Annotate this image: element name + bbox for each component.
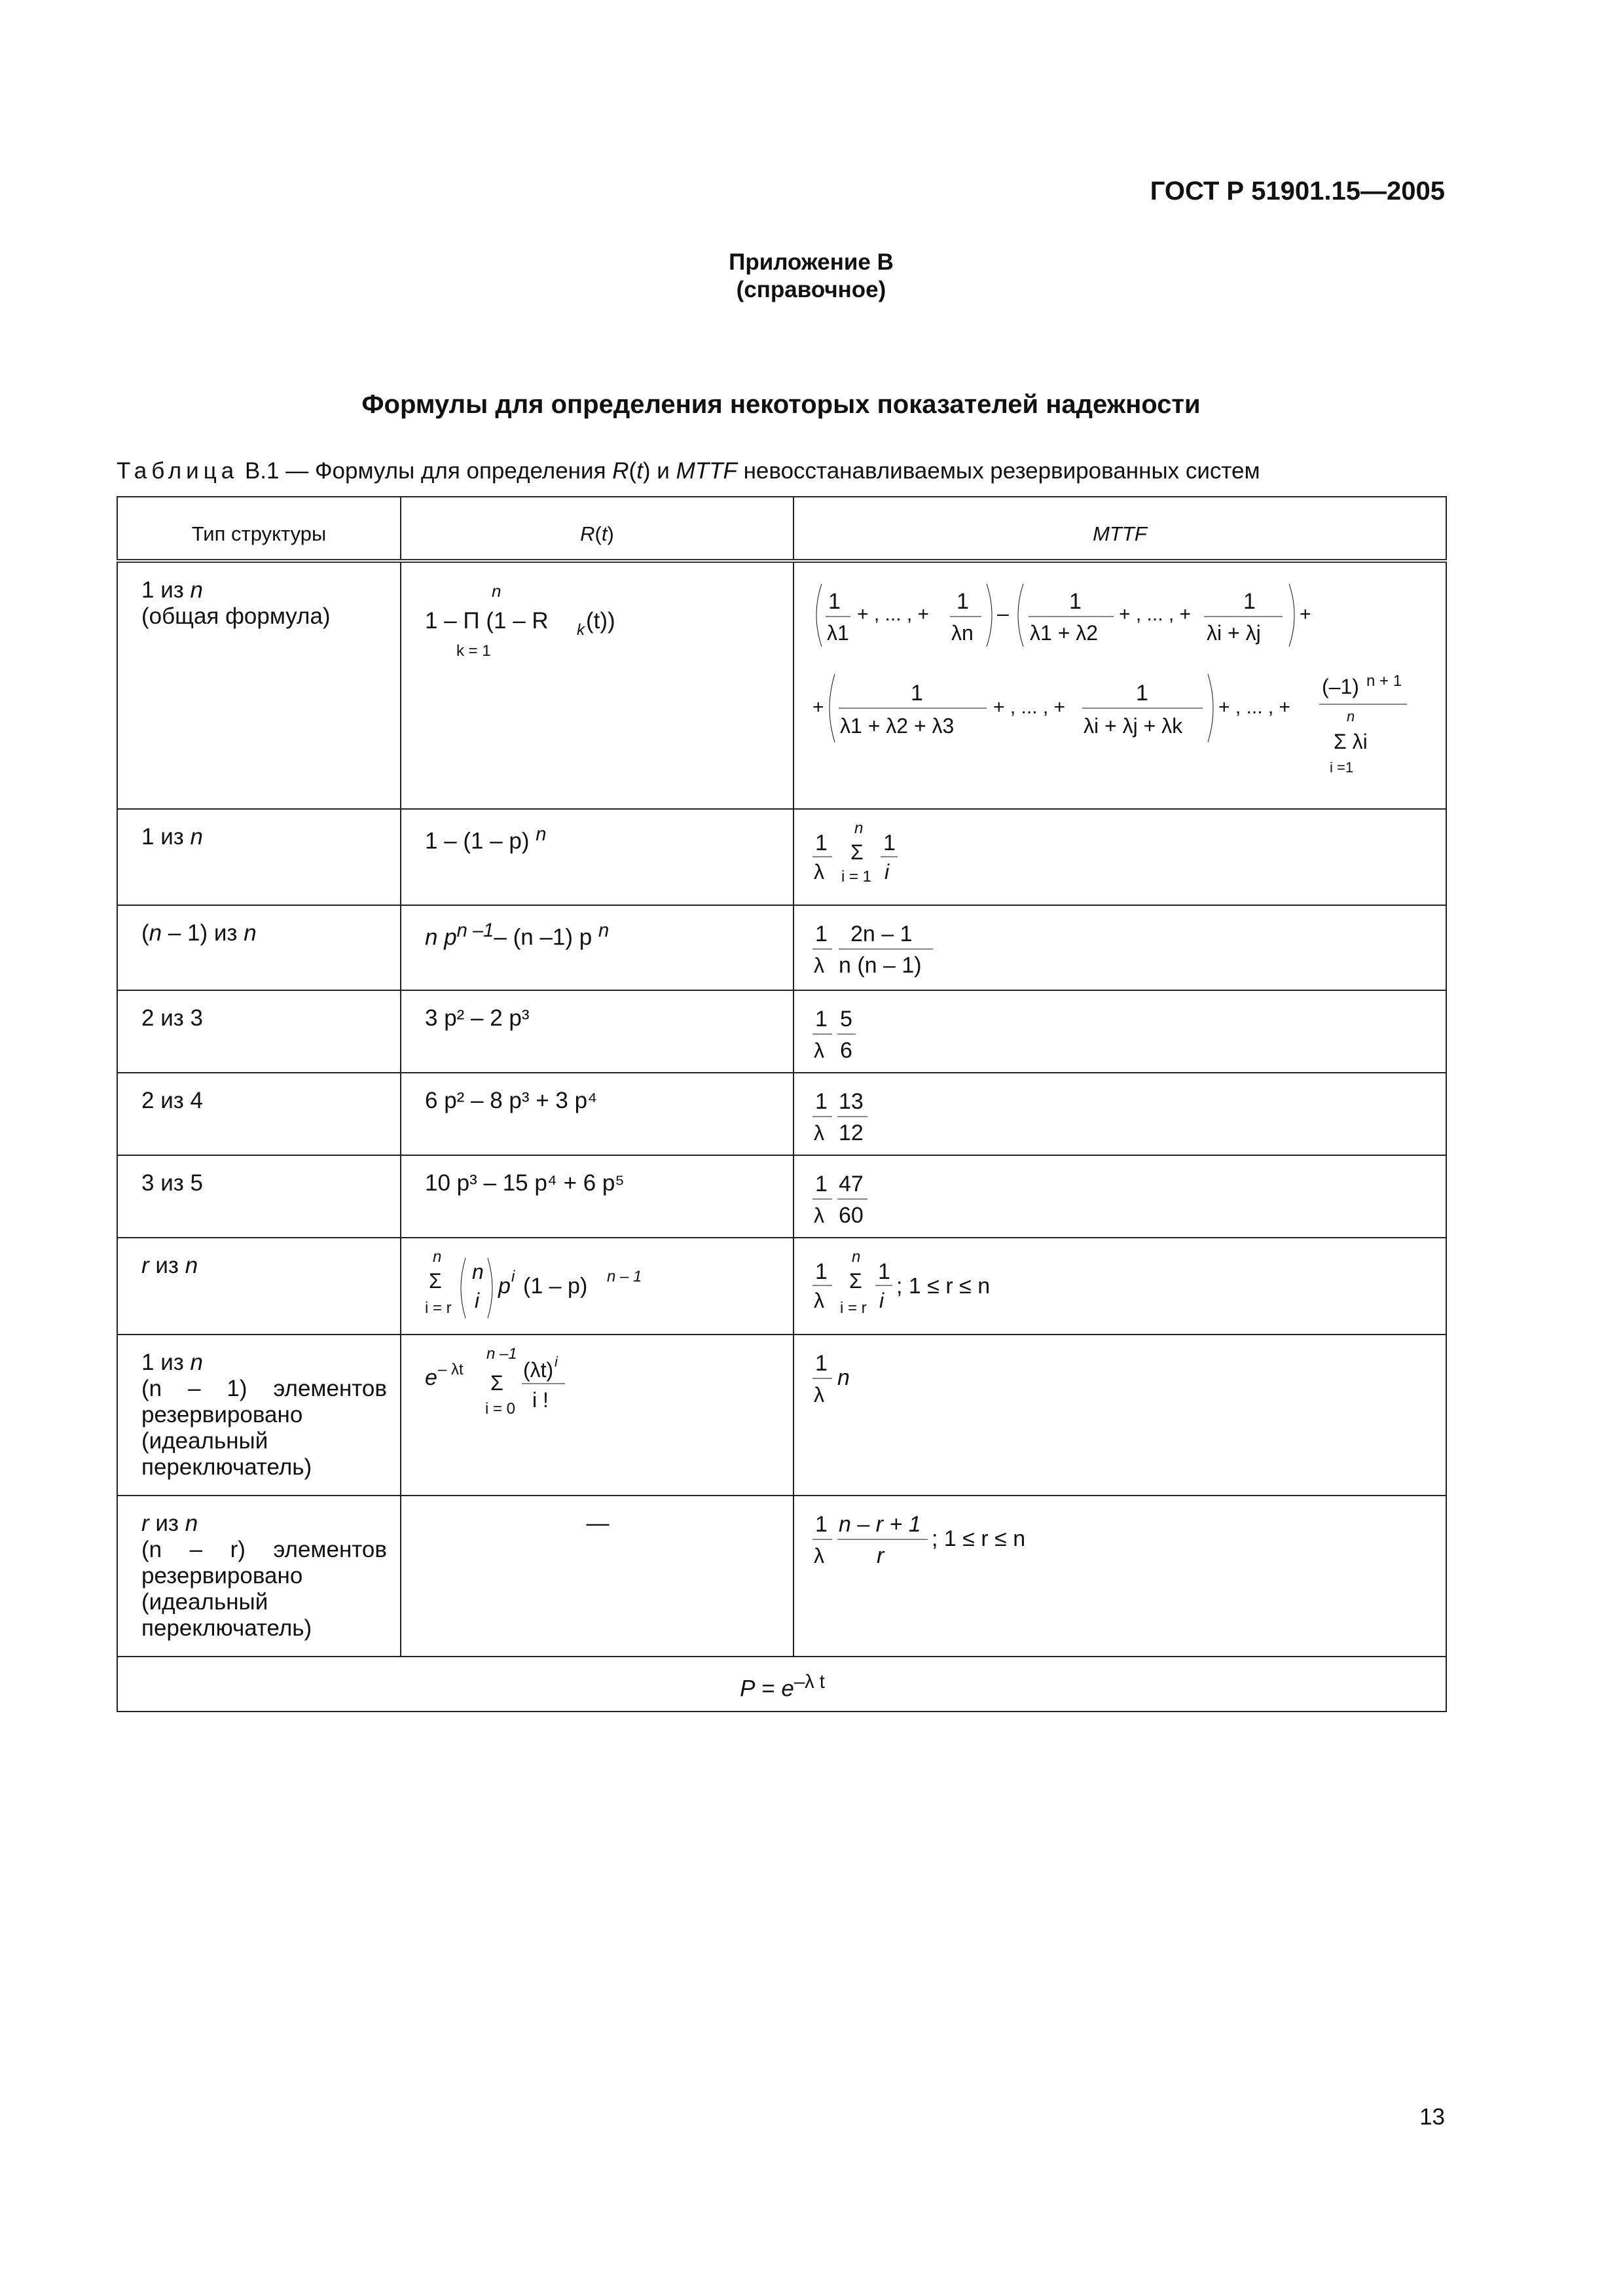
svg-text:1: 1 — [815, 1172, 828, 1196]
svg-text:1: 1 — [815, 922, 828, 946]
svg-text:λn: λn — [951, 621, 974, 645]
svg-text:i: i — [884, 860, 890, 884]
svg-text:i: i — [879, 1289, 884, 1312]
svg-text:13: 13 — [839, 1089, 864, 1114]
caption-paren-open: ( — [629, 458, 637, 484]
svg-text:1: 1 — [957, 589, 969, 614]
svg-text:1: 1 — [1136, 681, 1148, 706]
svg-text:6: 6 — [840, 1038, 852, 1063]
mttf-formula-cell — [793, 1238, 1446, 1335]
table-row — [117, 561, 1446, 809]
type-cell: 3 из 5 — [117, 1155, 401, 1238]
svg-text:12: 12 — [839, 1121, 864, 1145]
svg-text:1: 1 — [911, 681, 923, 706]
svg-text:i = r: i = r — [425, 1299, 452, 1317]
svg-text:n + 1: n + 1 — [1366, 672, 1402, 690]
document-number: ГОСТ Р 51901.15—2005 — [1150, 177, 1445, 206]
svg-text:i = 1: i = 1 — [841, 868, 872, 886]
svg-text:λ: λ — [814, 1121, 824, 1145]
mttf-formula-cell — [793, 809, 1446, 905]
svg-text:(–1): (–1) — [1322, 675, 1359, 698]
svg-text:Σ λi: Σ λi — [1334, 730, 1368, 753]
caption-mttf: MTTF — [676, 458, 737, 484]
svg-text:λ1: λ1 — [827, 621, 849, 645]
svg-text:1: 1 — [815, 1351, 828, 1376]
svg-text:Σ: Σ — [490, 1371, 503, 1395]
svg-text:i: i — [511, 1268, 515, 1285]
svg-text:i = r: i = r — [840, 1299, 867, 1317]
r-formula-cell: — — [401, 1496, 793, 1657]
svg-text:1: 1 — [815, 1259, 828, 1284]
svg-text:i !: i ! — [532, 1388, 549, 1412]
header-structure-type: Тип структуры — [117, 497, 401, 561]
appendix-label: Приложение В — [729, 249, 894, 275]
r-formula-cell: 6 p² – 8 p³ + 3 p⁴ — [401, 1073, 793, 1155]
svg-text:k = 1: k = 1 — [456, 642, 491, 656]
caption-rest: невосстанавливаемых резервированных систем — [737, 458, 1260, 484]
svg-text:λ: λ — [814, 1289, 824, 1312]
table-row — [117, 1073, 1446, 1155]
formula-mttf-2-of-3 — [812, 1000, 943, 1066]
r-formula-cell: 10 p³ – 15 p⁴ + 6 p⁵ — [401, 1155, 793, 1238]
svg-text:– λt: – λt — [438, 1361, 464, 1378]
svg-text:λ1 + λ2 + λ3: λ1 + λ2 + λ3 — [840, 714, 955, 738]
table-caption — [117, 458, 1491, 484]
svg-text:n: n — [492, 581, 501, 601]
svg-text:n (n – 1): n (n – 1) — [839, 953, 922, 978]
svg-text:1: 1 — [1069, 589, 1082, 614]
table-row — [117, 990, 1446, 1073]
type-cell: 2 из 3 — [117, 990, 401, 1073]
svg-text:λ: λ — [814, 1383, 824, 1407]
svg-text:p: p — [498, 1274, 511, 1299]
appendix-heading — [680, 249, 942, 304]
caption-and: и — [650, 458, 676, 484]
mttf-formula-cell — [793, 1496, 1446, 1657]
reliability-table — [117, 496, 1447, 1712]
section-title: Формулы для определения некоторых показателей надежности — [361, 390, 1201, 419]
formula-mttf-1-of-n — [812, 819, 983, 891]
svg-text:n: n — [854, 819, 864, 837]
svg-text:n – 1: n – 1 — [607, 1268, 642, 1285]
formula-mttf-n-1-of-n — [812, 915, 983, 980]
svg-text:+ , ... , +: + , ... , + — [993, 696, 1066, 718]
mttf-formula-cell — [793, 1335, 1446, 1496]
type-cell: (n – 1) из n — [117, 905, 401, 990]
r-formula-cell: 3 p² – 2 p³ — [401, 990, 793, 1073]
table-row — [117, 1238, 1446, 1335]
svg-text:(1 – p): (1 – p) — [523, 1274, 588, 1299]
r-formula-cell — [401, 1238, 793, 1335]
svg-text:n: n — [1347, 708, 1355, 725]
svg-text:1: 1 — [815, 831, 828, 855]
svg-text:λ: λ — [814, 1544, 824, 1568]
svg-text:n: n — [852, 1248, 861, 1266]
svg-text:1 – Π (1 – R: 1 – Π (1 – R — [425, 608, 549, 634]
formula-r-general — [425, 577, 778, 656]
r-formula-cell — [401, 561, 793, 809]
formula-mttf-general — [812, 576, 1434, 798]
formula-mttf-3-of-5 — [812, 1165, 943, 1230]
svg-text:e: e — [425, 1365, 437, 1390]
r-formula-cell: n $p^{n -1}-$ (n –1) p $^n$ — [401, 905, 793, 990]
svg-text:1: 1 — [828, 589, 841, 614]
formula-mttf-r-of-n — [812, 1247, 1087, 1321]
svg-text:n –1: n –1 — [486, 1345, 517, 1363]
svg-text:n: n — [837, 1365, 850, 1390]
svg-text:k: k — [577, 621, 585, 639]
svg-text:r: r — [877, 1543, 884, 1568]
svg-text:1: 1 — [878, 1259, 890, 1284]
svg-text:1: 1 — [815, 1512, 828, 1537]
reliability-footer: $P = e^{-\lambda t}$ — [117, 1657, 1446, 1712]
table-row — [117, 1155, 1446, 1238]
r-formula-cell — [401, 1335, 793, 1496]
table-row — [117, 1496, 1446, 1657]
svg-text:i =1: i =1 — [1330, 759, 1354, 776]
svg-text:i: i — [555, 1354, 558, 1370]
mttf-formula-cell — [793, 561, 1446, 809]
table-row — [117, 809, 1446, 905]
type-cell: 2 из 4 — [117, 1073, 401, 1155]
type-cell: r из n (n – r) элементов резервировано (идеальный переключатель) — [117, 1496, 401, 1657]
caption-paren-close: ) — [642, 458, 651, 484]
svg-text:+: + — [1300, 603, 1311, 625]
formula-r-standby — [425, 1344, 700, 1423]
svg-text:1: 1 — [815, 1007, 828, 1031]
table-row — [117, 905, 1446, 990]
svg-text:Σ: Σ — [849, 1269, 862, 1293]
svg-text:i: i — [475, 1289, 480, 1312]
svg-text:1: 1 — [815, 1089, 828, 1114]
svg-text:Σ: Σ — [429, 1269, 442, 1293]
formula-mttf-r-standby — [812, 1505, 1087, 1571]
svg-text:Σ: Σ — [850, 840, 864, 864]
svg-text:+: + — [812, 696, 824, 718]
svg-text:λi + λj + λk: λi + λj + λk — [1084, 714, 1183, 738]
svg-text:; 1 ≤ r ≤ n: ; 1 ≤ r ≤ n — [896, 1274, 991, 1299]
appendix-type: (справочное) — [736, 277, 886, 302]
table-footer-row — [117, 1657, 1446, 1712]
caption-table-word: Таблица — [117, 458, 239, 484]
caption-t: t — [636, 458, 643, 484]
formula-mttf-standby — [812, 1344, 891, 1410]
svg-text:; 1 ≤ r ≤ n: ; 1 ≤ r ≤ n — [932, 1526, 1026, 1551]
svg-text:+ , ... , +: + , ... , + — [857, 603, 930, 625]
svg-text:(λt): (λt) — [523, 1358, 554, 1382]
caption-number: В.1 — Формулы для определения — [238, 458, 613, 484]
mttf-formula-cell — [793, 1155, 1446, 1238]
svg-text:λ: λ — [814, 1204, 824, 1227]
caption-r: R — [612, 458, 629, 484]
svg-text:i = 0: i = 0 — [485, 1400, 516, 1418]
svg-text:60: 60 — [839, 1203, 864, 1228]
table-row — [117, 1335, 1446, 1496]
r-formula-cell: 1 – (1 – p) $^n$ — [401, 809, 793, 905]
svg-text:1: 1 — [1243, 589, 1256, 614]
svg-text:+ , ... , +: + , ... , + — [1218, 696, 1291, 718]
svg-text:(t)): (t)) — [586, 608, 615, 634]
formula-mttf-2-of-4 — [812, 1083, 943, 1148]
page-number: 13 — [1419, 2104, 1445, 2130]
type-cell: 1 из n — [117, 809, 401, 905]
svg-text:47: 47 — [839, 1172, 864, 1196]
mttf-formula-cell — [793, 990, 1446, 1073]
svg-text:n – r + 1: n – r + 1 — [839, 1512, 921, 1537]
table-header-row — [117, 497, 1446, 561]
svg-text:2n – 1: 2n – 1 — [850, 922, 913, 946]
header-mttf: MTTF — [793, 497, 1446, 561]
svg-text:λ: λ — [814, 1039, 824, 1062]
svg-text:5: 5 — [840, 1007, 852, 1031]
svg-text:λ1 + λ2: λ1 + λ2 — [1030, 621, 1099, 645]
svg-text:n: n — [472, 1260, 484, 1283]
svg-text:n: n — [433, 1248, 442, 1266]
type-cell: r из n — [117, 1238, 401, 1335]
formula-r-r-of-n — [425, 1247, 713, 1321]
svg-text:–: – — [997, 601, 1009, 625]
mttf-formula-cell — [793, 1073, 1446, 1155]
svg-text:+ , ... , +: + , ... , + — [1119, 603, 1192, 625]
header-r-of-t: R(t) — [401, 497, 793, 561]
mttf-formula-cell — [793, 905, 1446, 990]
svg-text:λ: λ — [814, 860, 824, 884]
svg-text:λi + λj: λi + λj — [1207, 621, 1261, 645]
svg-text:λ: λ — [814, 954, 824, 977]
type-cell: 1 из n (n – 1) элементов резервировано (идеальный переключатель) — [117, 1335, 401, 1496]
type-cell: 1 из n (общая формула) — [117, 561, 401, 809]
svg-text:1: 1 — [883, 831, 896, 855]
